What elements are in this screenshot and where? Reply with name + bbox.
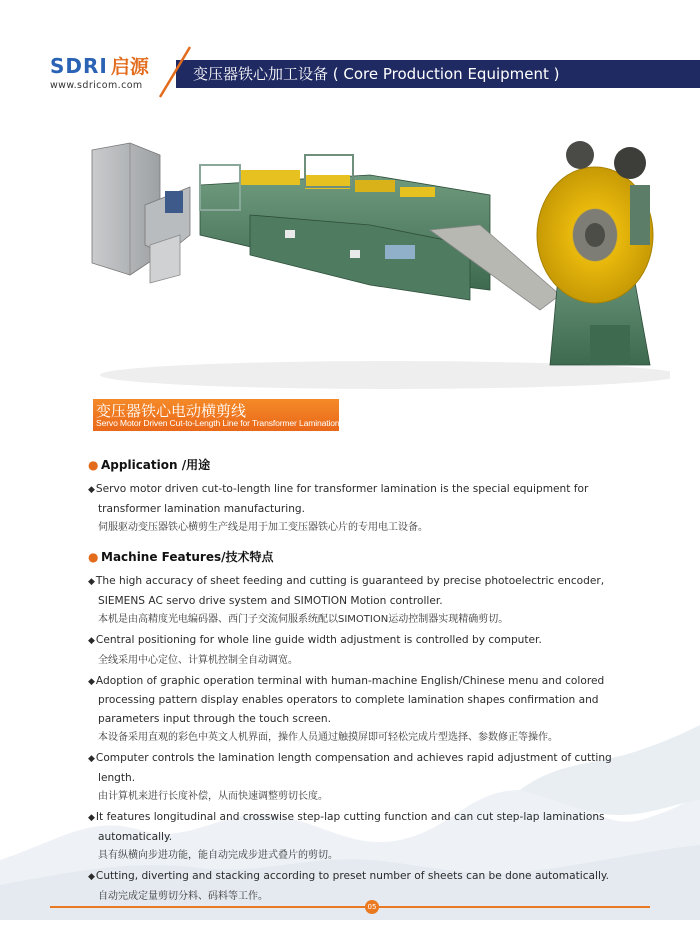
diamond-bullet-icon: ◆ [88,676,95,687]
application-section [88,456,658,539]
list-item [88,631,658,670]
logo-brand-en: SDRI [50,54,108,78]
item-text-cn: 具有纵横向步进功能，能自动完成步进式叠片的剪切。 [98,850,338,861]
item-text-en: ◆It features longitudinal and crosswise step-lap cutting function and can cut step-lap laminations automatically. [88,811,605,843]
orange-bullet-icon: ● [88,549,99,564]
orange-bullet-icon: ● [88,457,99,472]
logo-brand-cn: 启源 [110,56,149,78]
page-title: 变压器铁心加工设备 ( Core Production Equipment ) [193,65,560,83]
item-text-cn: 本机是由高精度光电编码器、西门子交流伺服系统配以SIMOTION运动控制器实现精确剪切。 [98,614,509,625]
caption-title-en: Servo Motor Driven Cut-to-Length Line for Transformer Lamination [96,418,340,428]
company-website: www.sdricom.com [50,80,143,91]
item-text-cn: 全线采用中心定位、计算机控制全自动调宽。 [98,654,298,666]
item-text-en: ◆Central positioning for whole line guide width adjustment is controlled by computer. [88,634,542,646]
product-photo [70,125,670,395]
item-text-en: ◆Computer controls the lamination length compensation and achieves rapid adjustment of cutting length. [88,752,612,784]
section-heading [88,456,658,473]
company-logo [50,52,149,91]
diamond-bullet-icon: ◆ [88,872,95,882]
features-section [88,548,658,908]
item-text-en: ◆The high accuracy of sheet feeding and cutting is guaranteed by precise photoelectric encoder, SIEMENS AC servo drive system and SIMOTION Motion controller. [88,575,605,607]
list-item [88,749,658,806]
features-heading: Machine Features/技术特点 [101,550,274,564]
diamond-bullet-icon: ◆ [88,577,95,587]
footer-divider [50,906,650,908]
section-heading [88,548,658,565]
diamond-bullet-icon: ◆ [88,636,95,646]
application-heading: Application /用途 [101,458,211,472]
page-number: 05 [365,900,379,914]
item-text-en: ◆Cutting, diverting and stacking according to preset number of sheets can be done automatically. [88,870,610,882]
page-header [0,0,700,110]
item-text-cn: 伺服驱动变压器铁心横剪生产线是用于加工变压器铁心片的专用电工设备。 [98,522,428,533]
caption-title-cn: 变压器铁心电动横剪线 [96,402,247,420]
list-item [88,480,658,537]
item-text-cn: 本设备采用直观的彩色中英文人机界面，操作人员通过触摸屏即可轻松完成片型选择、参数修正等操作。 [98,732,558,743]
diamond-bullet-icon: ◆ [88,485,95,495]
item-text-en: ◆Adoption of graphic operation terminal with human-machine English/Chinese menu and colored processing pattern display enables operators to complete lamination shapes confirmation and parameters input through the touch screen. [88,674,605,725]
list-item [88,672,658,748]
item-text-cn: 由计算机来进行长度补偿，从而快速调整剪切长度。 [98,791,328,802]
diamond-bullet-icon: ◆ [88,813,95,823]
product-caption [93,399,339,431]
list-item [88,808,658,865]
item-text-en: ◆Servo motor driven cut-to-length line for transformer lamination is the special equipment for transformer lamination manufacturing. [88,483,589,515]
item-text-cn: 自动完成定量剪切分料、码料等工作。 [98,890,268,902]
list-item [88,572,658,629]
diamond-bullet-icon: ◆ [88,754,95,764]
